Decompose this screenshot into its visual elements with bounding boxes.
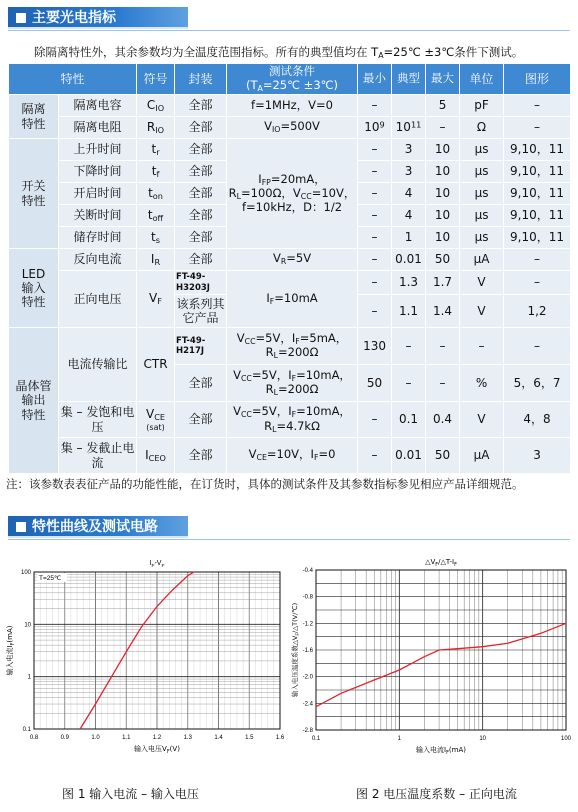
param-min: –	[358, 161, 392, 183]
x-tick-label: 0.8	[29, 735, 39, 741]
param-package: 该系列其它产品	[175, 295, 227, 328]
param-symbol: $t_r$	[137, 139, 175, 161]
param-symbol: $t_f$	[137, 161, 175, 183]
param-name: 储存时间	[59, 227, 137, 249]
col-characteristic: 特性	[9, 64, 137, 95]
section-title: 主要光电指标	[32, 10, 116, 26]
param-package: 全部	[175, 161, 227, 183]
param-figure: –	[504, 95, 571, 117]
group-label-isolation: 隔离 特性	[9, 95, 59, 139]
param-condition: $V_R=5V$	[227, 249, 358, 271]
param-min: –	[358, 183, 392, 205]
param-min: –	[358, 295, 392, 328]
param-unit: V	[460, 402, 504, 438]
y-tick-label: -1.2	[302, 621, 313, 628]
param-min: –	[358, 139, 392, 161]
param-figure: 1,2	[504, 295, 571, 328]
param-name: 集 – 发截止电流	[59, 438, 137, 474]
param-symbol: $I_R$	[137, 249, 175, 271]
param-min: $10^9$	[358, 117, 392, 139]
param-min: –	[358, 271, 392, 295]
param-package: 全部	[175, 249, 227, 271]
param-name: 正向电压	[59, 271, 137, 328]
square-icon	[16, 522, 26, 532]
param-unit: μA	[460, 249, 504, 271]
table-row	[9, 117, 571, 139]
param-figure: 9,10，11	[504, 227, 571, 249]
param-package: 全部	[175, 117, 227, 139]
y-tick-label: -2.4	[302, 701, 313, 708]
param-max: –	[426, 117, 460, 139]
param-typ: 1.1	[392, 295, 426, 328]
col-test-conditions: 测试条件 ($T_A=25℃$ ±3℃)	[227, 64, 358, 95]
param-condition: $V_{CC}=5V$，$I_F=5mA$， $R_L=200\Omega$	[227, 328, 358, 365]
switching-condition: $I_{FP}=20mA$， $R_L=100\Omega$，$V_{CC}=10V$， f=10kHz，D：1/2	[227, 139, 358, 249]
x-tick-label: 1.1	[122, 735, 131, 741]
param-symbol: $t_{off}$	[137, 205, 175, 227]
group-label-led: LED 输入 特性	[9, 249, 59, 328]
param-min: –	[358, 438, 392, 474]
x-tick-label: 10	[479, 736, 487, 742]
param-package: 全部	[175, 402, 227, 438]
param-max: 5	[426, 95, 460, 117]
param-package: 全部	[175, 365, 227, 402]
chart-if-vf	[2, 548, 287, 758]
table-row	[9, 249, 571, 271]
param-package: 全部	[175, 205, 227, 227]
param-typ: 3	[392, 139, 426, 161]
table-row	[9, 438, 571, 474]
param-package: FT-49-H3203J	[175, 271, 227, 295]
param-min: –	[358, 249, 392, 271]
param-package: FT-49-H217J	[175, 328, 227, 365]
series-line	[80, 572, 194, 729]
param-unit: μs	[460, 183, 504, 205]
series-line	[316, 623, 566, 706]
param-name: 电流传输比	[59, 328, 137, 402]
table-row	[9, 328, 571, 365]
param-figure: –	[504, 249, 571, 271]
chart-dvf-dt-if	[290, 548, 575, 758]
param-max: 1.4	[426, 295, 460, 328]
y-tick-label: -2.8	[302, 728, 313, 734]
param-typ: 4	[392, 183, 426, 205]
param-figure: 9,10，11	[504, 139, 571, 161]
table-row	[9, 271, 571, 295]
intro-text: 除隔离特性外，其余参数均为全温度范围指标。所有的典型值均在 $T_A=25℃$ ±3℃条件下测试。	[34, 45, 524, 60]
param-figure: –	[504, 328, 571, 365]
param-typ: 1	[392, 227, 426, 249]
col-max: 最大	[426, 64, 460, 95]
param-condition: $V_{CE}=10V$，$I_F=0$	[227, 438, 358, 474]
figure-caption-2: 图 2 电压温度系数 – 正向电流	[356, 787, 517, 801]
col-typ: 典型	[392, 64, 426, 95]
param-min: –	[358, 95, 392, 117]
param-typ: $10^{11}$	[392, 117, 426, 139]
param-unit: –	[460, 328, 504, 365]
param-min: 130	[358, 328, 392, 365]
param-unit: pF	[460, 95, 504, 117]
param-symbol: $I_{CEO}$	[137, 438, 175, 474]
annotation-temp: T=25℃	[39, 575, 62, 582]
y-tick-label: 10	[24, 622, 31, 629]
x-tick-label: 1.6	[275, 735, 285, 741]
param-figure: –	[504, 271, 571, 295]
param-name: 集 – 发饱和电压	[59, 402, 137, 438]
x-tick-label: 0.9	[60, 735, 69, 741]
x-tick-label: 1.2	[152, 735, 162, 741]
param-name: 隔离电容	[59, 95, 137, 117]
param-unit: μA	[460, 438, 504, 474]
x-tick-label: 100	[560, 736, 572, 742]
param-name: 下降时间	[59, 161, 137, 183]
param-symbol: $C_{IO}$	[137, 95, 175, 117]
x-tick-label: 1	[397, 736, 402, 742]
col-symbol: 符号	[137, 64, 175, 95]
figure-caption-1: 图 1 输入电流 – 输入电压	[62, 787, 199, 801]
param-typ: –	[392, 365, 426, 402]
chart-title: $\triangle V_F/\triangle T-I_F$	[425, 558, 457, 568]
param-typ: 4	[392, 205, 426, 227]
param-name: 关断时间	[59, 205, 137, 227]
col-unit: 单位	[460, 64, 504, 95]
param-max: 50	[426, 249, 460, 271]
param-typ: 1.3	[392, 271, 426, 295]
param-condition: f=1MHz，V=0	[227, 95, 358, 117]
square-icon	[16, 13, 26, 23]
param-unit: μs	[460, 227, 504, 249]
param-max: 10	[426, 139, 460, 161]
chart-title: $I_F-V_F$	[149, 560, 165, 569]
param-symbol: CTR	[137, 328, 175, 402]
x-axis-label: 输入电流$I_F(mA)$	[416, 746, 466, 756]
param-min: –	[358, 402, 392, 438]
y-tick-label: -0.4	[302, 568, 313, 574]
param-max: 50	[426, 438, 460, 474]
param-symbol: $V_{CE}$ (sat)	[137, 402, 175, 438]
param-typ: –	[392, 328, 426, 365]
param-unit: V	[460, 295, 504, 328]
param-max: –	[426, 365, 460, 402]
param-symbol: $t_s$	[137, 227, 175, 249]
y-axis-label: 输入电压温度系数$\triangle V_F/\triangle T(V/℃)$	[291, 602, 301, 698]
section-divider	[8, 539, 570, 540]
param-name: 反向电流	[59, 249, 137, 271]
param-min: 50	[358, 365, 392, 402]
param-max: 10	[426, 205, 460, 227]
param-package: 全部	[175, 95, 227, 117]
group-label-transistor: 晶体管 输出 特性	[9, 328, 59, 474]
section-title: 特性曲线及测试电路	[32, 519, 158, 535]
param-typ: 3	[392, 161, 426, 183]
param-package: 全部	[175, 139, 227, 161]
y-tick-label: -2.0	[302, 674, 313, 681]
param-figure: 3	[504, 438, 571, 474]
param-figure: 9,10，11	[504, 205, 571, 227]
param-name: 隔离电阻	[59, 117, 137, 139]
y-tick-label: -1.6	[302, 648, 313, 654]
param-unit: %	[460, 365, 504, 402]
col-min: 最小	[358, 64, 392, 95]
param-unit: μs	[460, 139, 504, 161]
param-max: 1.7	[426, 271, 460, 295]
param-max: 10	[426, 227, 460, 249]
group-label-switching: 开关 特性	[9, 139, 59, 249]
section-header-curves	[8, 516, 188, 538]
param-max: 0.4	[426, 402, 460, 438]
x-tick-label: 0.1	[311, 736, 321, 742]
param-typ: 0.01	[392, 249, 426, 271]
x-tick-label: 1.5	[245, 735, 254, 741]
param-typ	[392, 95, 426, 117]
param-figure: 9,10，11	[504, 183, 571, 205]
param-condition: $V_{CC}=5V$，$I_F=10mA$， $R_L=200\Omega$	[227, 365, 358, 402]
footnote: 注：该参数表表征产品的功能性能，在订货时，具体的测试条件及其参数指标参见相应产品详细规范。	[6, 477, 524, 491]
param-min: –	[358, 205, 392, 227]
x-tick-label: 1.3	[183, 735, 192, 741]
param-condition: $V_{CC}=5V$，$I_F=10mA$， $R_L=4.7k\Omega$	[227, 402, 358, 438]
param-package: 全部	[175, 227, 227, 249]
param-condition: $I_F=10mA$	[227, 271, 358, 328]
y-tick-label: 100	[20, 570, 31, 576]
param-max: –	[426, 328, 460, 365]
param-symbol: $V_F$	[137, 271, 175, 328]
y-tick-label: -0.8	[302, 594, 313, 601]
param-unit: μs	[460, 205, 504, 227]
param-package: 全部	[175, 183, 227, 205]
x-axis-label: 输入电压$V_F(V)$	[134, 745, 180, 755]
param-min: –	[358, 227, 392, 249]
col-figure: 图形	[504, 64, 571, 95]
param-figure: –	[504, 117, 571, 139]
param-figure: 4，8	[504, 402, 571, 438]
param-figure: 5，6，7	[504, 365, 571, 402]
param-max: 10	[426, 183, 460, 205]
param-unit: μs	[460, 161, 504, 183]
spec-table	[8, 63, 571, 474]
col-package: 封装	[175, 64, 227, 95]
section-divider	[8, 30, 570, 31]
table-header-row	[9, 64, 571, 95]
y-axis-label: 输入电流$I_F(mA)$	[6, 625, 16, 676]
table-row	[9, 95, 571, 117]
param-unit: Ω	[460, 117, 504, 139]
param-package: 全部	[175, 438, 227, 474]
param-max: 10	[426, 161, 460, 183]
x-tick-label: 1.4	[214, 735, 223, 741]
param-name: 开启时间	[59, 183, 137, 205]
y-tick-label: 0.1	[22, 727, 31, 733]
y-tick-label: 1	[27, 674, 31, 681]
param-symbol: $R_{IO}$	[137, 117, 175, 139]
x-tick-label: 1.0	[91, 735, 100, 741]
section-header-specs	[8, 7, 188, 29]
param-name: 上升时间	[59, 139, 137, 161]
table-row	[9, 402, 571, 438]
param-symbol: $t_{on}$	[137, 183, 175, 205]
table-row	[9, 139, 571, 161]
param-typ: 0.01	[392, 438, 426, 474]
param-condition: $V_{IO}=500V$	[227, 117, 358, 139]
param-typ: 0.1	[392, 402, 426, 438]
param-figure: 9,10，11	[504, 161, 571, 183]
param-unit: V	[460, 271, 504, 295]
